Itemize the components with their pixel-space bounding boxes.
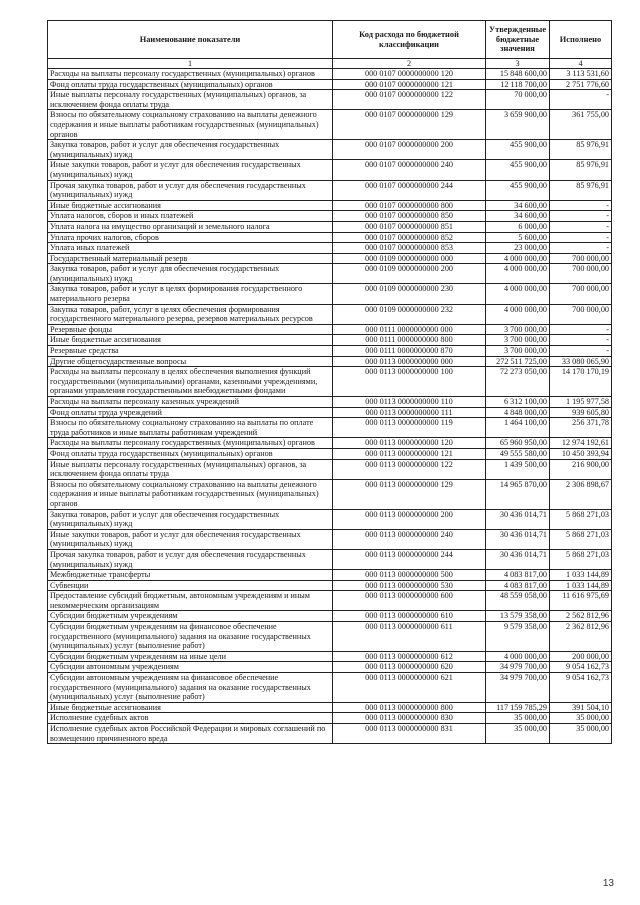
table-row bbox=[48, 479, 612, 509]
row-approved: 34 979 700,00 bbox=[486, 662, 550, 673]
row-executed: - bbox=[550, 200, 612, 211]
row-approved: 23 000,00 bbox=[486, 243, 550, 254]
page-number: 13 bbox=[602, 878, 614, 889]
row-executed: 9 054 162,73 bbox=[550, 673, 612, 703]
row-code: 000 0113 0000000000 119 bbox=[333, 418, 486, 438]
row-code: 000 0113 0000000000 129 bbox=[333, 479, 486, 509]
row-executed: 216 900,00 bbox=[550, 459, 612, 479]
row-name: Закупка товаров, работ и услуг для обеспечения государственных (муниципальных) нужд bbox=[48, 140, 333, 160]
row-name: Резервные средства bbox=[48, 346, 333, 357]
row-code: 000 0113 0000000000 500 bbox=[333, 570, 486, 581]
table-row bbox=[48, 284, 612, 304]
row-code: 000 0113 0000000000 122 bbox=[333, 459, 486, 479]
row-executed: 12 974 192,61 bbox=[550, 438, 612, 449]
table-row bbox=[48, 570, 612, 581]
table-row bbox=[48, 591, 612, 611]
row-approved: 6 000,00 bbox=[486, 221, 550, 232]
row-code: 000 0109 0000000000 232 bbox=[333, 304, 486, 324]
row-name: Взносы по обязательному социальному страхованию на выплаты по оплате труда работников и иные выплаты работникам учреждений bbox=[48, 418, 333, 438]
row-code: 000 0107 0000000000 851 bbox=[333, 221, 486, 232]
row-executed: - bbox=[550, 211, 612, 222]
row-approved: 15 848 600,00 bbox=[486, 69, 550, 80]
row-code: 000 0113 0000000000 000 bbox=[333, 356, 486, 367]
row-executed: - bbox=[550, 221, 612, 232]
row-executed: - bbox=[550, 335, 612, 346]
row-executed: 361 755,00 bbox=[550, 110, 612, 140]
row-code: 000 0109 0000000000 230 bbox=[333, 284, 486, 304]
row-code: 000 0107 0000000000 121 bbox=[333, 79, 486, 90]
budget-execution-table bbox=[47, 20, 612, 744]
row-name: Расходы на выплаты персоналу казенных учреждений bbox=[48, 397, 333, 408]
row-approved: 13 579 358,00 bbox=[486, 611, 550, 622]
row-name: Закупка товаров, работ и услуг для обеспечения государственных (муниципальных) нужд bbox=[48, 264, 333, 284]
row-name: Иные бюджетные ассигнования bbox=[48, 200, 333, 211]
row-name: Субвенции bbox=[48, 580, 333, 591]
table-row bbox=[48, 622, 612, 652]
row-code: 000 0107 0000000000 122 bbox=[333, 90, 486, 110]
row-executed: 5 868 271,03 bbox=[550, 509, 612, 529]
row-executed: 391 504,10 bbox=[550, 702, 612, 713]
row-approved: 1 464 100,00 bbox=[486, 418, 550, 438]
col-number-1: 1 bbox=[48, 59, 333, 69]
table-row bbox=[48, 724, 612, 744]
table-row bbox=[48, 509, 612, 529]
row-name: Расходы на выплаты персоналу государственных (муниципальных) органов bbox=[48, 438, 333, 449]
row-approved: 4 848 000,00 bbox=[486, 407, 550, 418]
row-code: 000 0107 0000000000 852 bbox=[333, 232, 486, 243]
header-row bbox=[48, 21, 612, 59]
row-approved: 455 900,00 bbox=[486, 160, 550, 180]
row-approved: 4 000 000,00 bbox=[486, 253, 550, 264]
col-number-2: 2 bbox=[333, 59, 486, 69]
row-name: Расходы на выплаты персоналу в целях обеспечения выполнения функций государственными (муниципальными) органами, казенными учреждениями, органами управления государственными внебюджетными фондами bbox=[48, 367, 333, 397]
row-code: 000 0113 0000000000 830 bbox=[333, 713, 486, 724]
row-code: 000 0107 0000000000 244 bbox=[333, 180, 486, 200]
table-row bbox=[48, 180, 612, 200]
header-approved: Утвержденные бюджетные значения bbox=[486, 21, 550, 59]
row-executed: - bbox=[550, 346, 612, 357]
table-row bbox=[48, 529, 612, 549]
row-name: Иные выплаты персоналу государственных (муниципальных) органов, за исключением фонда оплаты труда bbox=[48, 90, 333, 110]
col-number-3: 3 bbox=[486, 59, 550, 69]
row-approved: 117 159 785,29 bbox=[486, 702, 550, 713]
row-name: Уплата иных платежей bbox=[48, 243, 333, 254]
row-approved: 4 083 817,00 bbox=[486, 570, 550, 581]
row-name: Иные выплаты персоналу государственных (муниципальных) органов, за исключением фонда оплаты труда bbox=[48, 459, 333, 479]
row-executed: 11 616 975,69 bbox=[550, 591, 612, 611]
row-code: 000 0113 0000000000 600 bbox=[333, 591, 486, 611]
row-executed: 5 868 271,03 bbox=[550, 549, 612, 569]
row-code: 000 0113 0000000000 610 bbox=[333, 611, 486, 622]
table-row bbox=[48, 459, 612, 479]
row-name: Исполнение судебных актов bbox=[48, 713, 333, 724]
row-code: 000 0107 0000000000 853 bbox=[333, 243, 486, 254]
row-approved: 34 600,00 bbox=[486, 200, 550, 211]
row-name: Предоставление субсидий бюджетным, автономным учреждениям и иным некоммерческим организациям bbox=[48, 591, 333, 611]
row-name: Взносы по обязательному социальному страхованию на выплаты денежного содержания и иные выплаты работникам государственных (муниципальных) органов bbox=[48, 479, 333, 509]
table-row bbox=[48, 580, 612, 591]
row-approved: 272 511 725,00 bbox=[486, 356, 550, 367]
table-row bbox=[48, 79, 612, 90]
table-row bbox=[48, 651, 612, 662]
table-row bbox=[48, 367, 612, 397]
table-row bbox=[48, 140, 612, 160]
row-name: Прочая закупка товаров, работ и услуг для обеспечения государственных (муниципальных) нужд bbox=[48, 180, 333, 200]
table-row bbox=[48, 264, 612, 284]
table-row bbox=[48, 160, 612, 180]
col-number-4: 4 bbox=[550, 59, 612, 69]
row-approved: 3 700 000,00 bbox=[486, 324, 550, 335]
row-name: Закупка товаров, работ, услуг в целях обеспечения формирования государственного материального резерва, резервов материальных ресурсов bbox=[48, 304, 333, 324]
table-row bbox=[48, 211, 612, 222]
row-executed: 85 976,91 bbox=[550, 180, 612, 200]
row-executed: - bbox=[550, 232, 612, 243]
row-approved: 5 600,00 bbox=[486, 232, 550, 243]
row-code: 000 0113 0000000000 110 bbox=[333, 397, 486, 408]
table-row bbox=[48, 407, 612, 418]
row-code: 000 0113 0000000000 621 bbox=[333, 673, 486, 703]
row-approved: 49 555 580,00 bbox=[486, 448, 550, 459]
row-executed: 2 751 776,60 bbox=[550, 79, 612, 90]
row-executed: - bbox=[550, 243, 612, 254]
row-code: 000 0113 0000000000 120 bbox=[333, 438, 486, 449]
table-row bbox=[48, 346, 612, 357]
row-executed: 9 054 162,73 bbox=[550, 662, 612, 673]
row-code: 000 0113 0000000000 611 bbox=[333, 622, 486, 652]
row-approved: 30 436 014,71 bbox=[486, 509, 550, 529]
table-row bbox=[48, 304, 612, 324]
row-approved: 12 118 700,00 bbox=[486, 79, 550, 90]
row-approved: 4 000 000,00 bbox=[486, 284, 550, 304]
row-code: 000 0113 0000000000 612 bbox=[333, 651, 486, 662]
row-executed: 5 868 271,03 bbox=[550, 529, 612, 549]
row-name: Субсидии автономным учреждениям на финансовое обеспечение государственного (муниципального) задания на оказание государственных (муниципальных) услуг (выполнение работ) bbox=[48, 673, 333, 703]
row-approved: 9 579 358,00 bbox=[486, 622, 550, 652]
row-executed: 2 306 898,67 bbox=[550, 479, 612, 509]
row-approved: 72 273 050,00 bbox=[486, 367, 550, 397]
table-row bbox=[48, 611, 612, 622]
row-code: 000 0111 0000000000 800 bbox=[333, 335, 486, 346]
table-row bbox=[48, 713, 612, 724]
table-row bbox=[48, 549, 612, 569]
row-name: Закупка товаров, работ и услуг для обеспечения государственных (муниципальных) нужд bbox=[48, 509, 333, 529]
row-name: Фонд оплаты труда государственных (муниципальных) органов bbox=[48, 448, 333, 459]
table-row bbox=[48, 397, 612, 408]
row-code: 000 0113 0000000000 244 bbox=[333, 549, 486, 569]
row-name: Исполнение судебных актов Российской Федерации и мировых соглашений по возмещению причиненного вреда bbox=[48, 724, 333, 744]
row-code: 000 0107 0000000000 850 bbox=[333, 211, 486, 222]
row-code: 000 0111 0000000000 000 bbox=[333, 324, 486, 335]
row-approved: 4 083 817,00 bbox=[486, 580, 550, 591]
row-executed: 1 033 144,89 bbox=[550, 580, 612, 591]
row-executed: 85 976,91 bbox=[550, 140, 612, 160]
row-name: Уплата прочих налогов, сборов bbox=[48, 232, 333, 243]
row-executed: 700 000,00 bbox=[550, 284, 612, 304]
row-name: Закупка товаров, работ и услуг в целях формирования государственного материального резерва bbox=[48, 284, 333, 304]
table-row bbox=[48, 221, 612, 232]
row-approved: 35 000,00 bbox=[486, 724, 550, 744]
table-row bbox=[48, 418, 612, 438]
row-code: 000 0107 0000000000 200 bbox=[333, 140, 486, 160]
row-approved: 3 700 000,00 bbox=[486, 335, 550, 346]
table-row bbox=[48, 335, 612, 346]
row-approved: 4 000 000,00 bbox=[486, 264, 550, 284]
row-name: Субсидии бюджетным учреждениям на финансовое обеспечение государственного (муниципального) задания на оказание государственных (муниципальных) услуг (выполнение работ) bbox=[48, 622, 333, 652]
row-approved: 48 559 058,00 bbox=[486, 591, 550, 611]
row-executed: 33 080 065,90 bbox=[550, 356, 612, 367]
table-row bbox=[48, 673, 612, 703]
row-name: Иные закупки товаров, работ и услуг для обеспечения государственных (муниципальных) нужд bbox=[48, 160, 333, 180]
row-name: Государственный материальный резерв bbox=[48, 253, 333, 264]
row-executed: 1 033 144,89 bbox=[550, 570, 612, 581]
row-executed: 939 605,80 bbox=[550, 407, 612, 418]
row-approved: 65 960 950,00 bbox=[486, 438, 550, 449]
row-name: Иные бюджетные ассигнования bbox=[48, 335, 333, 346]
row-code: 000 0113 0000000000 620 bbox=[333, 662, 486, 673]
row-name: Фонд оплаты труда учреждений bbox=[48, 407, 333, 418]
table-row bbox=[48, 232, 612, 243]
row-code: 000 0109 0000000000 000 bbox=[333, 253, 486, 264]
row-name: Фонд оплаты труда государственных (муниципальных) органов bbox=[48, 79, 333, 90]
row-executed: 200 000,00 bbox=[550, 651, 612, 662]
row-name: Взносы по обязательному социальному страхованию на выплаты денежного содержания и иные выплаты работникам государственных (муниципальных) органов bbox=[48, 110, 333, 140]
row-code: 000 0107 0000000000 120 bbox=[333, 69, 486, 80]
header-code: Код расхода по бюджетной классификации bbox=[333, 21, 486, 59]
row-executed: 10 450 393,94 bbox=[550, 448, 612, 459]
table-row bbox=[48, 438, 612, 449]
row-approved: 30 436 014,71 bbox=[486, 529, 550, 549]
row-name: Уплата налога на имущество организаций и земельного налога bbox=[48, 221, 333, 232]
row-approved: 70 000,00 bbox=[486, 90, 550, 110]
row-name: Резервные фонды bbox=[48, 324, 333, 335]
row-executed: 3 113 531,60 bbox=[550, 69, 612, 80]
row-approved: 455 900,00 bbox=[486, 140, 550, 160]
row-code: 000 0113 0000000000 121 bbox=[333, 448, 486, 459]
row-executed: 14 170 170,19 bbox=[550, 367, 612, 397]
row-executed: 35 000,00 bbox=[550, 713, 612, 724]
budget-table-sheet bbox=[47, 20, 611, 744]
row-name: Уплата налогов, сборов и иных платежей bbox=[48, 211, 333, 222]
table-row bbox=[48, 90, 612, 110]
row-name: Иные закупки товаров, работ и услуг для обеспечения государственных (муниципальных) нужд bbox=[48, 529, 333, 549]
row-executed: 85 976,91 bbox=[550, 160, 612, 180]
row-code: 000 0113 0000000000 111 bbox=[333, 407, 486, 418]
row-approved: 35 000,00 bbox=[486, 713, 550, 724]
row-code: 000 0113 0000000000 831 bbox=[333, 724, 486, 744]
table-row bbox=[48, 662, 612, 673]
table-row bbox=[48, 110, 612, 140]
row-executed: 2 362 812,96 bbox=[550, 622, 612, 652]
row-name: Расходы на выплаты персоналу государственных (муниципальных) органов bbox=[48, 69, 333, 80]
row-name: Межбюджетные трансферты bbox=[48, 570, 333, 581]
row-approved: 1 439 500,00 bbox=[486, 459, 550, 479]
row-approved: 34 979 700,00 bbox=[486, 673, 550, 703]
row-approved: 34 600,00 bbox=[486, 211, 550, 222]
row-name: Иные бюджетные ассигнования bbox=[48, 702, 333, 713]
row-executed: 700 000,00 bbox=[550, 304, 612, 324]
row-code: 000 0113 0000000000 530 bbox=[333, 580, 486, 591]
table-row bbox=[48, 702, 612, 713]
row-approved: 455 900,00 bbox=[486, 180, 550, 200]
row-executed: 2 562 812,96 bbox=[550, 611, 612, 622]
row-executed: 35 000,00 bbox=[550, 724, 612, 744]
row-code: 000 0113 0000000000 800 bbox=[333, 702, 486, 713]
row-code: 000 0113 0000000000 100 bbox=[333, 367, 486, 397]
row-approved: 14 965 870,00 bbox=[486, 479, 550, 509]
table-row bbox=[48, 356, 612, 367]
row-approved: 30 436 014,71 bbox=[486, 549, 550, 569]
row-executed: 700 000,00 bbox=[550, 264, 612, 284]
row-code: 000 0113 0000000000 200 bbox=[333, 509, 486, 529]
row-code: 000 0107 0000000000 800 bbox=[333, 200, 486, 211]
table-row bbox=[48, 253, 612, 264]
row-name: Субсидии бюджетным учреждениям на иные цели bbox=[48, 651, 333, 662]
column-number-row bbox=[48, 59, 612, 69]
row-executed: - bbox=[550, 324, 612, 335]
row-executed: 1 195 977,58 bbox=[550, 397, 612, 408]
row-executed: 700 000,00 bbox=[550, 253, 612, 264]
header-executed: Исполнено bbox=[550, 21, 612, 59]
row-executed: 256 371,78 bbox=[550, 418, 612, 438]
row-approved: 4 000 000,00 bbox=[486, 304, 550, 324]
row-name: Другие общегосударственные вопросы bbox=[48, 356, 333, 367]
table-row bbox=[48, 243, 612, 254]
row-code: 000 0107 0000000000 129 bbox=[333, 110, 486, 140]
row-approved: 4 000 000,00 bbox=[486, 651, 550, 662]
table-row bbox=[48, 69, 612, 80]
row-code: 000 0111 0000000000 870 bbox=[333, 346, 486, 357]
row-code: 000 0107 0000000000 240 bbox=[333, 160, 486, 180]
row-code: 000 0113 0000000000 240 bbox=[333, 529, 486, 549]
row-approved: 3 700 000,00 bbox=[486, 346, 550, 357]
row-name: Субсидии автономным учреждениям bbox=[48, 662, 333, 673]
row-executed: - bbox=[550, 90, 612, 110]
row-name: Прочая закупка товаров, работ и услуг для обеспечения государственных (муниципальных) нужд bbox=[48, 549, 333, 569]
table-row bbox=[48, 324, 612, 335]
row-approved: 6 312 100,00 bbox=[486, 397, 550, 408]
row-approved: 3 659 900,00 bbox=[486, 110, 550, 140]
table-row bbox=[48, 448, 612, 459]
row-code: 000 0109 0000000000 200 bbox=[333, 264, 486, 284]
header-name: Наименование показатели bbox=[48, 21, 333, 59]
table-row bbox=[48, 200, 612, 211]
row-name: Субсидии бюджетным учреждениям bbox=[48, 611, 333, 622]
